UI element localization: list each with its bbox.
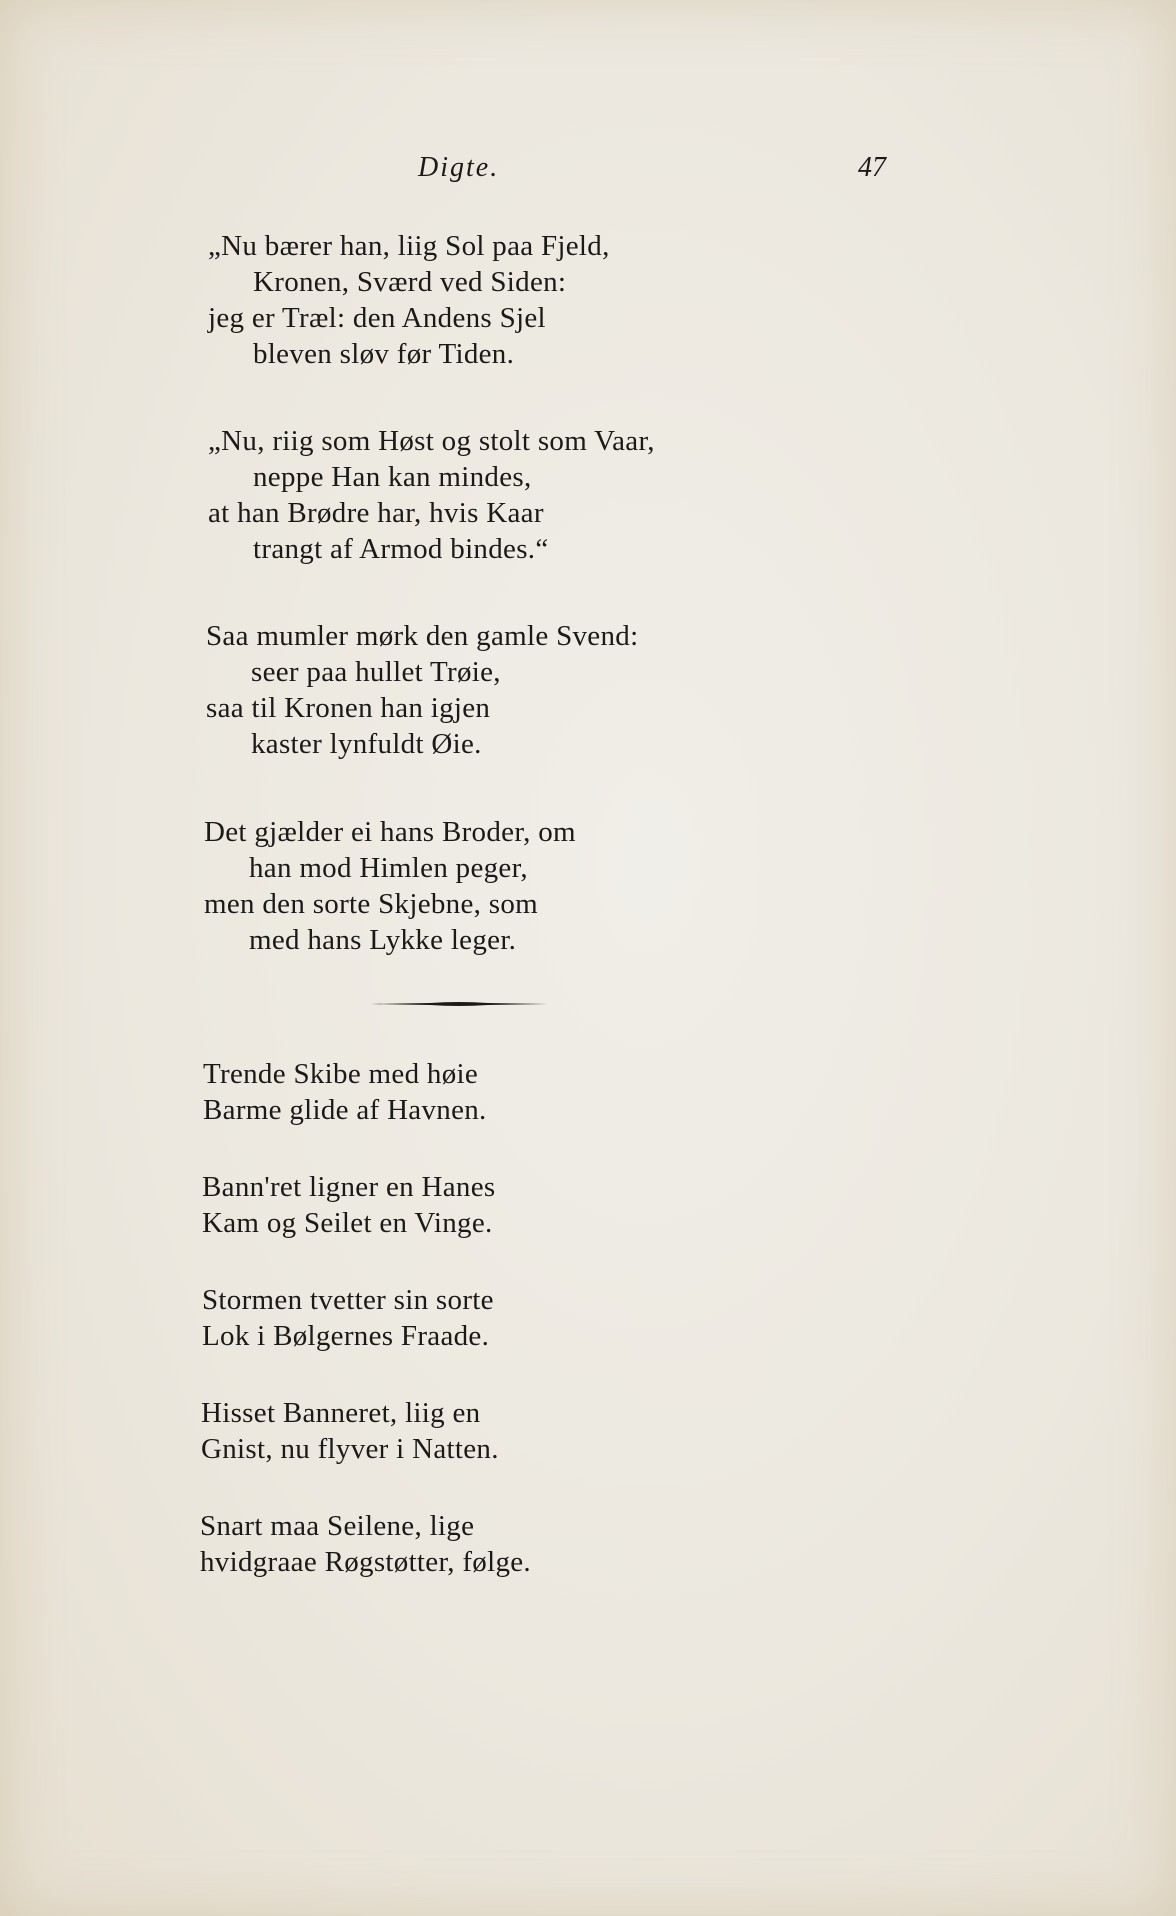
poem-line: Stormen tvetter sin sorte <box>202 1284 494 1316</box>
poem-line: Hisset Banneret, liig en <box>201 1397 481 1429</box>
poem-line: han mod Himlen peger, <box>249 852 528 884</box>
poem-line: neppe Han kan mindes, <box>253 461 532 493</box>
poem-line: Kronen, Sværd ved Siden: <box>253 266 567 298</box>
poem-line: Lok i Bølgernes Fraade. <box>202 1320 490 1352</box>
poem1-stanza-2 <box>208 423 655 567</box>
poem2-stanza-1 <box>203 1056 487 1128</box>
poem-line: Snart maa Seilene, lige <box>200 1510 475 1542</box>
poem-line: „Nu, riig som Høst og stolt som Vaar, <box>208 425 655 457</box>
poem2-stanza-4 <box>201 1395 499 1467</box>
poem1-stanza-4 <box>204 814 576 958</box>
poem1-stanza-3 <box>206 618 638 762</box>
page-number: 47 <box>858 152 886 183</box>
running-title: Digte. <box>418 152 500 183</box>
poem-line: trangt af Armod bindes.“ <box>253 533 549 565</box>
poem-line: at han Brødre har, hvis Kaar <box>208 497 544 529</box>
poem-line: Barme glide af Havnen. <box>203 1094 487 1126</box>
poem-line: kaster lynfuldt Øie. <box>251 728 482 760</box>
section-divider <box>370 1000 548 1008</box>
poem-line: Det gjælder ei hans Broder, om <box>204 816 576 848</box>
poem-line: jeg er Træl: den Andens Sjel <box>208 302 546 334</box>
poem-line: Trende Skibe med høie <box>203 1058 479 1090</box>
poem-line: Gnist, nu flyver i Natten. <box>201 1433 499 1465</box>
poem-line: „Nu bærer han, liig Sol paa Fjeld, <box>208 230 610 262</box>
poem2-stanza-2 <box>202 1169 495 1241</box>
poem-line: Bann'ret ligner en Hanes <box>202 1171 496 1203</box>
poem2-stanza-5 <box>200 1508 531 1580</box>
poem-line: Kam og Seilet en Vinge. <box>202 1207 493 1239</box>
poem-line: saa til Kronen han igjen <box>206 692 491 724</box>
poem-line: bleven sløv før Tiden. <box>253 338 515 370</box>
poem2-stanza-3 <box>202 1282 494 1354</box>
poem-line: med hans Lykke leger. <box>249 924 517 956</box>
poem-line: hvidgraae Røgstøtter, følge. <box>200 1546 531 1578</box>
poem-line: men den sorte Skjebne, som <box>204 888 538 920</box>
poem1-stanza-1 <box>208 228 610 372</box>
poem-line: seer paa hullet Trøie, <box>251 656 501 688</box>
poem-line: Saa mumler mørk den gamle Svend: <box>206 620 639 652</box>
